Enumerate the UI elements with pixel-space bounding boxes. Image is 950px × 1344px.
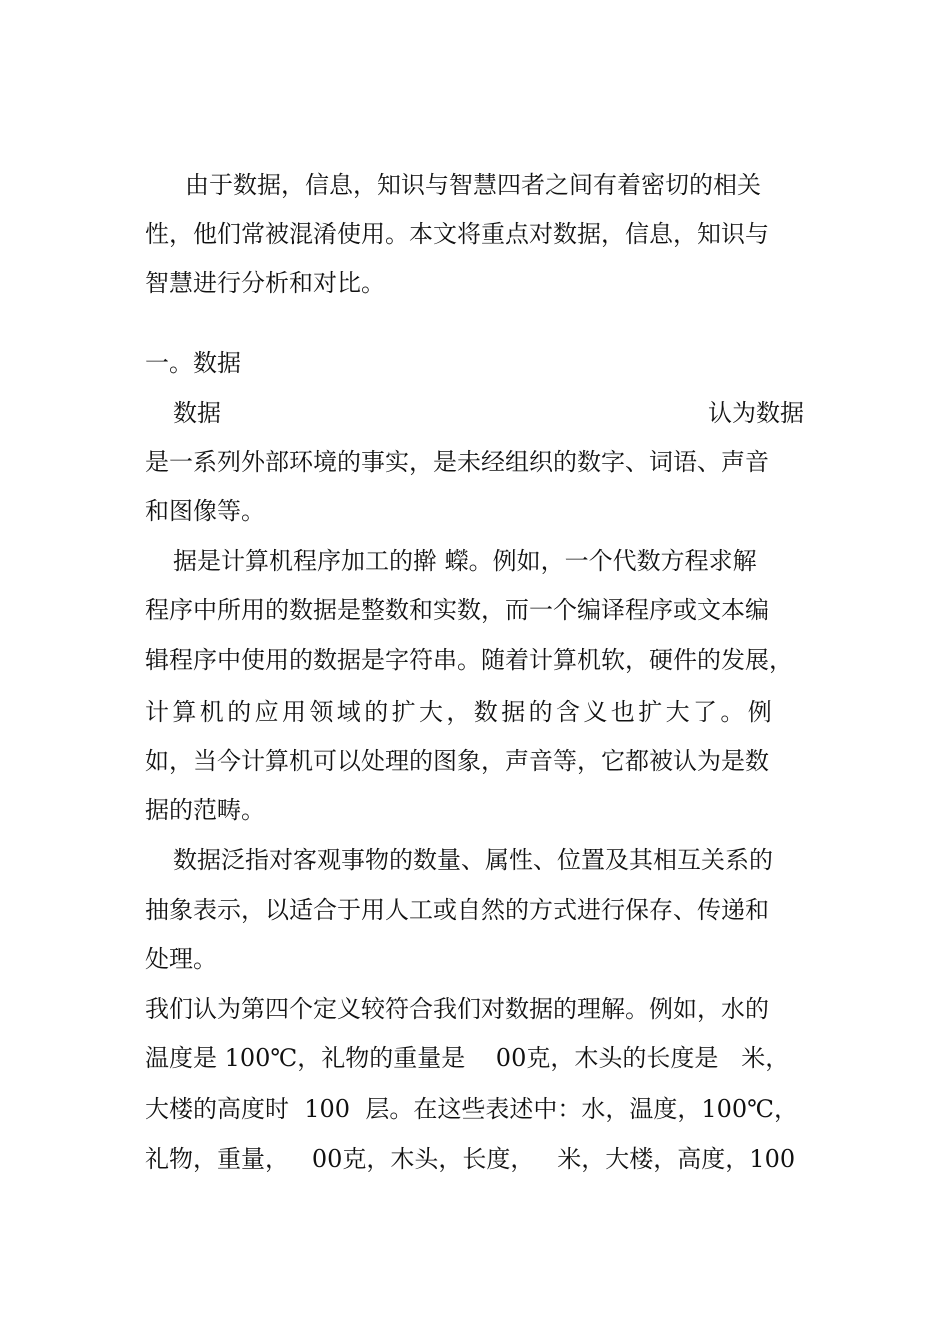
para4-line-1: 我们认为第四个定义较符合我们对数据的理解。例如，水的 — [145, 995, 769, 1023]
intro-line-1: 由于数据，信息，知识与智慧四者之间有着密切的相关 — [185, 171, 761, 199]
para4-line-4: 礼物，重量， 00克，木头，长度， 米，大楼，高度，100 — [145, 1145, 796, 1173]
para2-line-5: 如，当今计算机可以处理的图象，声音等，它都被认为是数 — [145, 747, 769, 775]
para2-line-6: 据的范畴。 — [145, 796, 265, 824]
para1-line-2: 是一系列外部环境的事实，是未经组织的数字、词语、声音 — [145, 448, 769, 476]
para2-line-2: 程序中所用的数据是整数和实数，而一个编译程序或文本编 — [145, 596, 769, 624]
para3-line-3: 处理。 — [145, 945, 217, 973]
para4-line-3: 大楼的高度时 100 层。在这些表述中：水，温度，100℃， — [145, 1095, 798, 1123]
para1-line-3: 和图像等。 — [145, 497, 265, 525]
para3-line-1: 数据泛指对客观事物的数量、属性、位置及其相互关系的 — [173, 846, 773, 874]
para2-line-4: 计算机的应用领域的扩大，数据的含义也扩大了。例 — [145, 698, 776, 726]
para3-line-2: 抽象表示，以适合于用人工或自然的方式进行保存、传递和 — [145, 896, 769, 924]
para2-line-1: 据是计算机程序加工的擀 蠑。例如，一个代数方程求解 — [173, 547, 757, 575]
para1-line-1 — [145, 398, 810, 428]
section-heading: 一。数据 — [145, 349, 241, 377]
para4-line-2: 温度是 100℃，礼物的重量是 00克，木头的长度是 米， — [145, 1044, 790, 1072]
para2-line-3: 辑程序中使用的数据是字符串。随着计算机软，硬件的发展， — [145, 646, 793, 674]
para1-line-1-right: 认为数据 — [708, 399, 804, 427]
intro-line-3: 智慧进行分析和对比。 — [145, 269, 385, 297]
intro-line-2: 性，他们常被混淆使用。本文将重点对数据，信息，知识与 — [145, 220, 769, 248]
para1-line-1-left: 数据 — [173, 399, 221, 427]
